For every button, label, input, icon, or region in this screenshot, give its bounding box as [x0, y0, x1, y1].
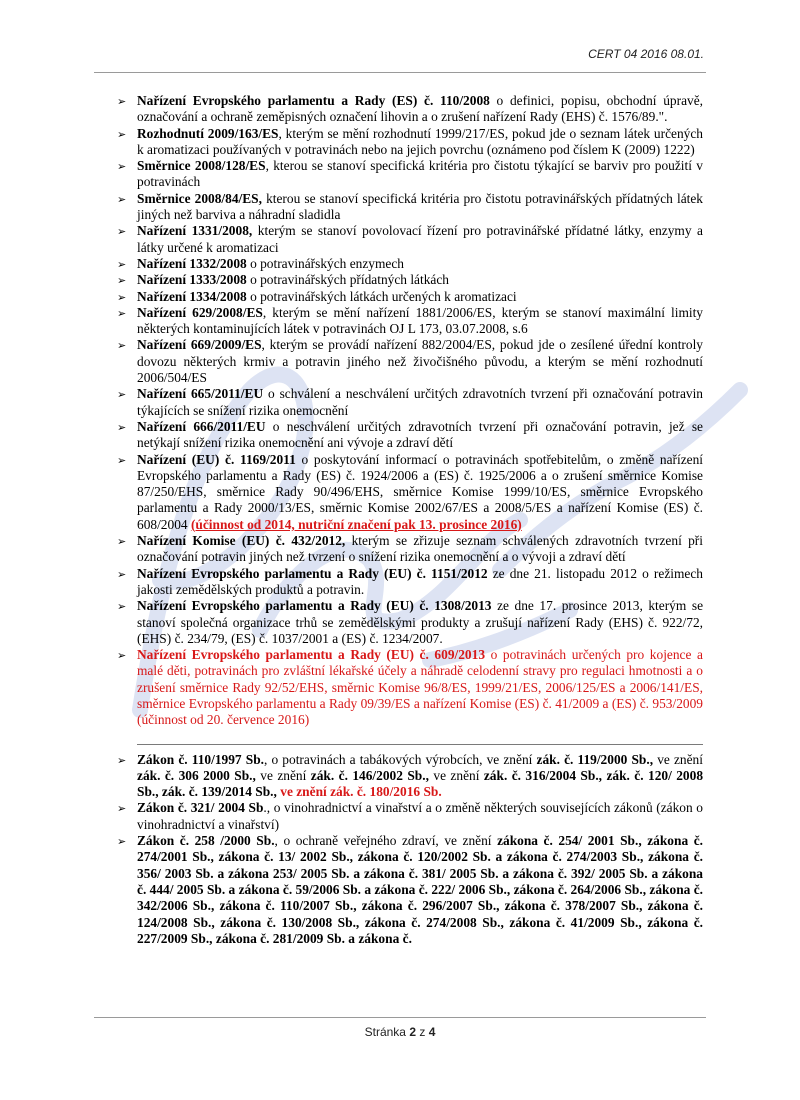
arrow-bullet-icon: ➢ — [117, 600, 127, 614]
item-text: , kterým se mění nařízení 1881/2006/ES, kterým se stanoví maximální limity některých kontaminujících látek v potravinách OJ L 173, 03.07.2008, s.6 — [137, 304, 703, 337]
item-bold-text: zák. č. 316/2004 Sb., zák. č. 120/ 2008 Sb., zák. č. 139/2014 Sb., — [137, 767, 704, 800]
list-item — [117, 305, 703, 338]
arrow-bullet-icon: ➢ — [117, 649, 127, 663]
list-item — [117, 833, 703, 947]
list-item — [117, 419, 703, 452]
footer-divider — [94, 1017, 706, 1018]
list-item — [117, 452, 703, 533]
arrow-bullet-icon: ➢ — [117, 453, 127, 467]
list-item — [117, 566, 703, 599]
item-bold-text: Směrnice 2008/128/ES — [137, 158, 266, 174]
item-text: , kterým se provádí nařízení 882/2004/ES, pokud jde o zesílené úřední kontroly dovozu některých krmiv a potravin jiného než živočišného původu, a kterým se mění rozhodnutí 2006/504/ES — [137, 337, 703, 386]
item-bold-text: zák. č. 119/2000 Sb., — [536, 751, 654, 767]
arrow-bullet-icon: ➢ — [117, 225, 127, 239]
item-text: ze dne 21. listopadu 2012 o režimech jakosti zemědělských produktů a potravin. — [137, 565, 703, 597]
arrow-bullet-icon: ➢ — [117, 835, 127, 849]
arrow-bullet-icon: ➢ — [117, 388, 127, 402]
arrow-bullet-icon: ➢ — [117, 802, 127, 816]
eu-regulations — [117, 93, 703, 729]
item-bold-text: Nařízení 629/2008/ES — [137, 304, 263, 320]
document-code: CERT 04 2016 08.01. — [588, 47, 704, 61]
item-text: kterou se stanoví specifická kritéria pro čistotu potravinářských přídatných látek jiných než barviva a náhradní sladidla — [137, 190, 703, 223]
list-item — [117, 800, 703, 833]
regulations-list — [117, 93, 703, 947]
item-text: kterým se zřizuje seznam schválených zdravotních tvrzení při označování potravin jiných než tvrzení o snížení rizika onemocnění a o vývoji a zdraví dětí — [137, 533, 703, 565]
list-item — [117, 158, 703, 191]
item-bold-text: Směrnice 2008/84/ES, — [137, 190, 262, 206]
list-item — [117, 752, 703, 801]
item-bold-text: Nařízení 665/2011/EU — [137, 386, 264, 402]
arrow-bullet-icon: ➢ — [117, 290, 127, 304]
item-bold-text: Nařízení 1332/2008 — [137, 255, 247, 271]
item-bold-text: Nařízení (EU) č. 1169/2011 — [137, 451, 296, 467]
item-text: o poskytování informací o potravinách spotřebitelům, o změně nařízení Evropského parlamentu a Rady (ES) č. 1924/2006 a (ES) č. 1925/2006 a o zrušení směrnice Komise 87/250/EHS, směrnice Rady 90/496/EHS, směrnice Komise 1999/10/ES, směrnice Evropského parlamentu a Rady 2000/13/ES, směrnic Komise 2002/67/ES a 2008/5/ES a nařízení Komise (ES) č. 608/2004 — [137, 451, 703, 532]
item-bold-text: Nařízení Evropského parlamentu a Rady (EU) č. 1308/2013 — [137, 598, 492, 614]
list-item — [117, 337, 703, 386]
item-bold-text: zák. č. 146/2002 Sb., — [310, 767, 429, 783]
item-text: ze dne 17. prosince 2013, kterým se stanoví společná organizace trhů se zemědělskými produkty a zrušují nařízení Rady (EHS) č. 922/72, (EHS) č. 234/79, (ES) č. 1037/2001 a (ES) č. 1234/2007. — [137, 598, 704, 646]
item-bold-text: Rozhodnutí 2009/163/ES — [137, 125, 279, 141]
page-of: z — [416, 1025, 429, 1039]
czech-laws — [117, 752, 703, 948]
item-bold-text: ve znění zák. č. 180/2016 Sb. — [280, 784, 442, 800]
item-bold-text: Nařízení Evropského parlamentu a Rady (EU) č. 609/2013 — [137, 647, 486, 663]
item-bold-text: Zákon č. 110/1997 Sb. — [137, 751, 264, 767]
list-item — [117, 598, 703, 647]
total-pages: 4 — [428, 1025, 436, 1039]
item-bold-text: Nařízení 1334/2008 — [137, 288, 247, 304]
arrow-bullet-icon: ➢ — [117, 257, 127, 271]
item-bold-text: Zákon č. 321/ 2004 Sb — [137, 800, 264, 816]
current-page: 2 — [409, 1025, 417, 1039]
item-text: , kterou se stanoví specifická kritéria pro čistotu týkající se barviv pro použití v potravinách — [137, 158, 703, 190]
list-item — [117, 386, 703, 419]
item-text: o potravinách určených pro kojence a malé děti, potravinách pro zvláštní lékařské účely a náhradě celodenní stravy pro regulaci hmotnosti a o zrušení směrnice Rady 92/52/EHS, směrnic Komise 96/8/ES, 1999/21/ES, 2006/125/ES a 2006/141/ES, směrnice Evropského parlamentu a Rady 09/39/ES a nařízení Komise (ES) č. 41/2009 a (ES) č. 953/2009 (účinnost od 20. července 2016) — [137, 647, 703, 728]
item-bold-text: Nařízení 666/2011/EU — [137, 418, 266, 434]
list-item — [117, 126, 703, 159]
list-item — [117, 272, 703, 288]
item-text: o schválení a neschválení určitých zdravotních tvrzení při označování potravin týkajících se snížení rizika onemocnění — [137, 386, 703, 418]
item-text: o potravinářských enzymech — [246, 255, 404, 271]
item-bold-text: Zákon č. 258 /2000 Sb. — [137, 833, 275, 849]
arrow-bullet-icon: ➢ — [117, 420, 127, 434]
item-bold-text: zák. č. 306 2000 Sb., — [137, 767, 256, 783]
list-item — [117, 289, 703, 305]
list-item — [117, 93, 703, 126]
item-bold-text: Nařízení Komise (EU) č. 432/2012, — [137, 533, 346, 549]
item-text: o neschválení určitých zdravotních tvrzení při označování potravin, jež se netýkají snížení rizika onemocnění ani vývoje a zdraví dětí — [137, 418, 703, 451]
arrow-bullet-icon: ➢ — [117, 127, 127, 141]
arrow-bullet-icon: ➢ — [117, 339, 127, 353]
header-divider — [94, 72, 706, 73]
arrow-bullet-icon: ➢ — [117, 95, 127, 108]
item-text: ve znění — [428, 767, 484, 783]
page-label: Stránka — [364, 1025, 410, 1039]
arrow-bullet-icon: ➢ — [117, 160, 127, 174]
item-text: ve znění — [653, 751, 703, 767]
item-text: ve znění — [255, 767, 311, 783]
list-item — [117, 533, 703, 566]
arrow-bullet-icon: ➢ — [117, 192, 127, 206]
list-item — [117, 191, 703, 224]
section-divider — [137, 744, 703, 745]
arrow-bullet-icon: ➢ — [117, 567, 127, 581]
page-footer — [0, 1025, 800, 1039]
list-item — [117, 647, 703, 728]
item-bold-text: Nařízení 669/2009/ES — [137, 337, 262, 353]
arrow-bullet-icon: ➢ — [117, 535, 127, 549]
item-text: , o ochraně veřejného zdraví, ve znění — [274, 833, 498, 849]
item-text: , kterým se mění rozhodnutí 1999/217/ES, pokud jde o seznam látek určených k aromatizaci používaných v potravinách nebo na jejich povrchu (oznámeno pod číslem K (2009) 1222) — [137, 125, 703, 157]
arrow-bullet-icon: ➢ — [117, 274, 127, 288]
item-text: o definici, popisu, obchodní úpravě, označování a ochraně zeměpisných označení lihovin a o zrušení nařízení Rady (EHS) č. 1576/89.". — [137, 93, 703, 125]
item-bold-text: Nařízení 1333/2008 — [137, 272, 247, 288]
item-text: o potravinářských přídatných látkách — [246, 272, 449, 288]
item-bold-text: Nařízení Evropského parlamentu a Rady (ES) č. 110/2008 — [137, 93, 490, 108]
item-text: kterým se stanoví povolovací řízení pro potravinářské přídatné látky, enzymy a látky určené k aromatizaci — [137, 223, 703, 255]
item-text: ., o vinohradnictví a vinařství a o změně některých souvisejících zákonů (zákon o vinohradnictví a vinařství) — [137, 800, 703, 832]
arrow-bullet-icon: ➢ — [117, 306, 127, 320]
arrow-bullet-icon: ➢ — [117, 753, 127, 767]
item-bold-text: Nařízení Evropského parlamentu a Rady (EU) č. 1151/2012 — [137, 565, 488, 581]
item-text: o potravinářských látkách určených k aromatizaci — [246, 288, 517, 304]
item-text: , o potravinách a tabákových výrobcích, ve znění — [264, 751, 537, 767]
item-bold-text: zákona č. 254/ 2001 Sb., zákona č. 274/2001 Sb., zákona č. 13/ 2002 Sb., zákona č. 120/2002 Sb. a zákona č. 274/2003 Sb., zákona č. 356/ 2003 Sb. a zákona 253/ 2005 Sb. a zákona č. 381/ 2005 Sb. a zákona č. 392/ 2005 Sb. a zákona č. 444/ 2005 Sb. a zákona č. 59/2006 Sb. a zákona č. 222/ 2006 Sb., zákona č. 264/2006 Sb., zákona č. 342/2006 Sb., zákona č. 110/2007 Sb., zákona č. 296/2007 Sb., zákona č. 378/2007 Sb., zákona č. 124/2008 Sb., zákona č. 130/2008 Sb., zákona č. 274/2008 Sb., zákona č. 41/2009 Sb., zákona č. 227/2009 Sb., zákona č. 281/2009 Sb. a zákona č. — [137, 833, 703, 946]
list-item — [117, 256, 703, 272]
list-item — [117, 223, 703, 256]
item-bold-text: Nařízení 1331/2008, — [137, 223, 253, 239]
item-bold-text: (účinnost od 2014, nutriční značení pak 13. prosince 2016) — [190, 516, 522, 532]
